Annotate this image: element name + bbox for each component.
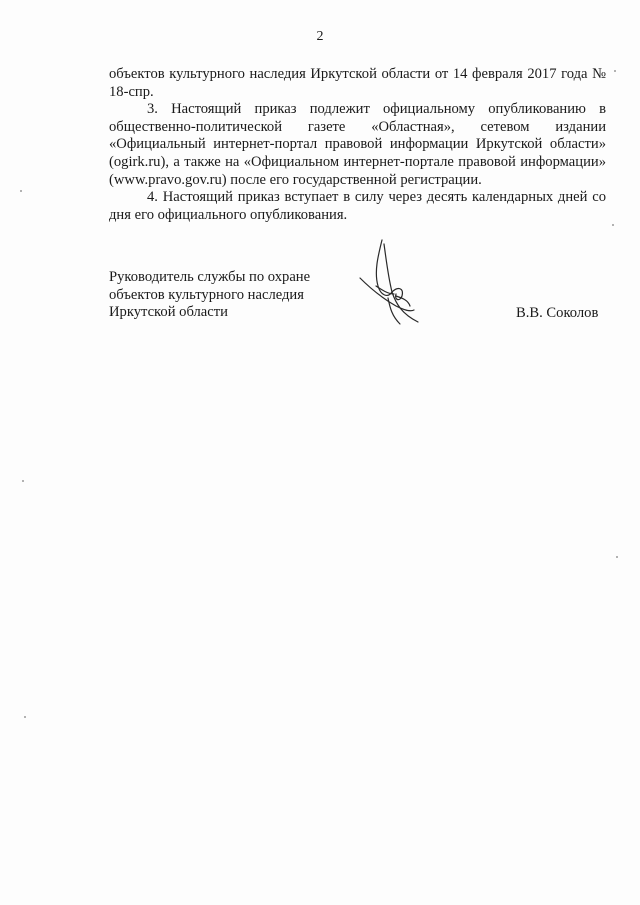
signatory-title-line: Иркутской области [109, 304, 228, 321]
paragraph-item-3: 3. Настоящий приказ подлежит официальному опубликованию в общественно-политической газете «Областная», сетевом издании «Официальный интернет-портал правовой информации Иркутской области» (ogirk.ru), а также на «Официальном интернет-портале правовой информации» (www.pravo.gov.ru) после его государственной регистрации. [109, 101, 606, 188]
handwritten-signature [352, 236, 432, 328]
page-number: 2 [316, 29, 324, 44]
scan-speck [612, 224, 614, 226]
document-body [109, 66, 606, 224]
paragraph-item-4: 4. Настоящий приказ вступает в силу через десять календарных дней со дня его официального опубликования. [109, 189, 606, 223]
paragraph-continuation: объектов культурного наследия Иркутской области от 14 февраля 2017 года № 18-спр. [109, 66, 606, 100]
scan-speck [24, 716, 26, 718]
scan-speck [20, 190, 22, 192]
scan-speck [616, 556, 618, 558]
scan-speck [22, 480, 24, 482]
signatory-name: В.В. Соколов [516, 305, 599, 321]
signatory-title [109, 269, 310, 322]
scan-speck [614, 70, 616, 72]
signatory-title-line: Руководитель службы по охране [109, 269, 311, 285]
signatory-title-line: объектов культурного наследия [109, 286, 304, 303]
